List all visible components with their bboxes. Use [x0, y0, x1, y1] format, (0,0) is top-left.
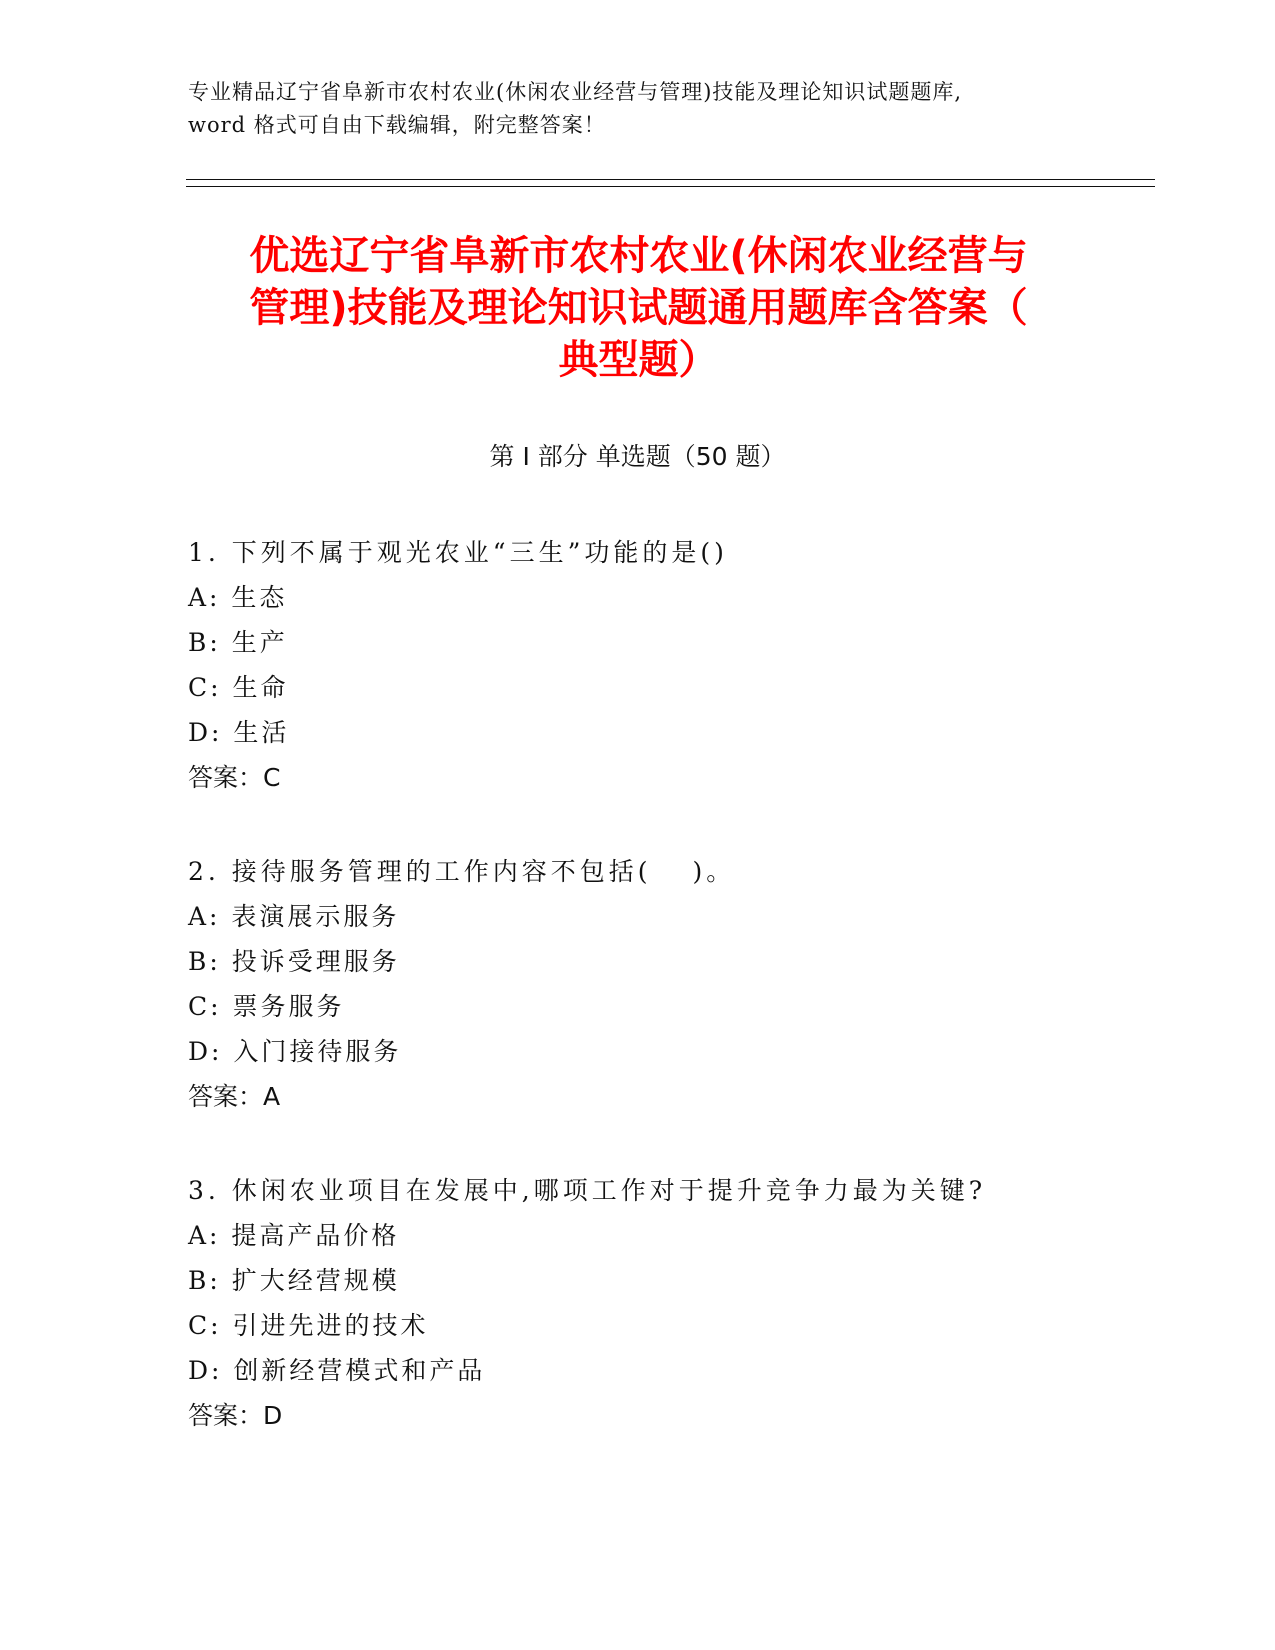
question-2 [188, 849, 1148, 1119]
header-note-line-1: 专业精品辽宁省阜新市农村农业(休闲农业经营与管理)技能及理论知识试题题库, [188, 80, 963, 104]
option-c: C: 生命 [188, 673, 289, 702]
answer-key: 答案：A [188, 1082, 281, 1111]
question-stem: 3. 休闲农业项目在发展中,哪项工作对于提升竞争力最为关键? [188, 1176, 987, 1205]
answer-key: 答案：C [188, 763, 281, 792]
option-c: C: 票务服务 [188, 992, 345, 1021]
document-title [186, 230, 1091, 386]
section-title: 第 I 部分 单选题（50 题） [489, 442, 786, 471]
question-stem: 1. 下列不属于观光农业“三生”功能的是() [188, 538, 728, 567]
title-line-2: 管理)技能及理论知识试题通用题库含答案（ [249, 285, 1028, 331]
answer-key: 答案：D [188, 1401, 283, 1430]
header-note [188, 76, 1088, 142]
option-b: B: 投诉受理服务 [188, 947, 400, 976]
option-b: B: 生产 [188, 628, 288, 657]
question-3 [188, 1168, 1148, 1438]
header-divider-bottom [186, 186, 1155, 187]
question-stem: 2. 接待服务管理的工作内容不包括( )。 [188, 857, 736, 886]
option-b: B: 扩大经营规模 [188, 1266, 400, 1295]
header-divider-top [186, 179, 1155, 180]
option-d: D: 入门接待服务 [188, 1037, 402, 1066]
option-a: A: 提高产品价格 [188, 1221, 400, 1250]
title-line-3: 典型题） [558, 337, 719, 383]
title-line-1: 优选辽宁省阜新市农村农业(休闲农业经营与 [249, 233, 1028, 279]
option-c: C: 引进先进的技术 [188, 1311, 429, 1340]
option-a: A: 表演展示服务 [188, 902, 400, 931]
option-a: A: 生态 [188, 583, 288, 612]
option-d: D: 创新经营模式和产品 [188, 1356, 486, 1385]
option-d: D: 生活 [188, 718, 290, 747]
question-1 [188, 530, 1148, 800]
header-note-line-2: word 格式可自由下载编辑，附完整答案！ [188, 113, 606, 137]
